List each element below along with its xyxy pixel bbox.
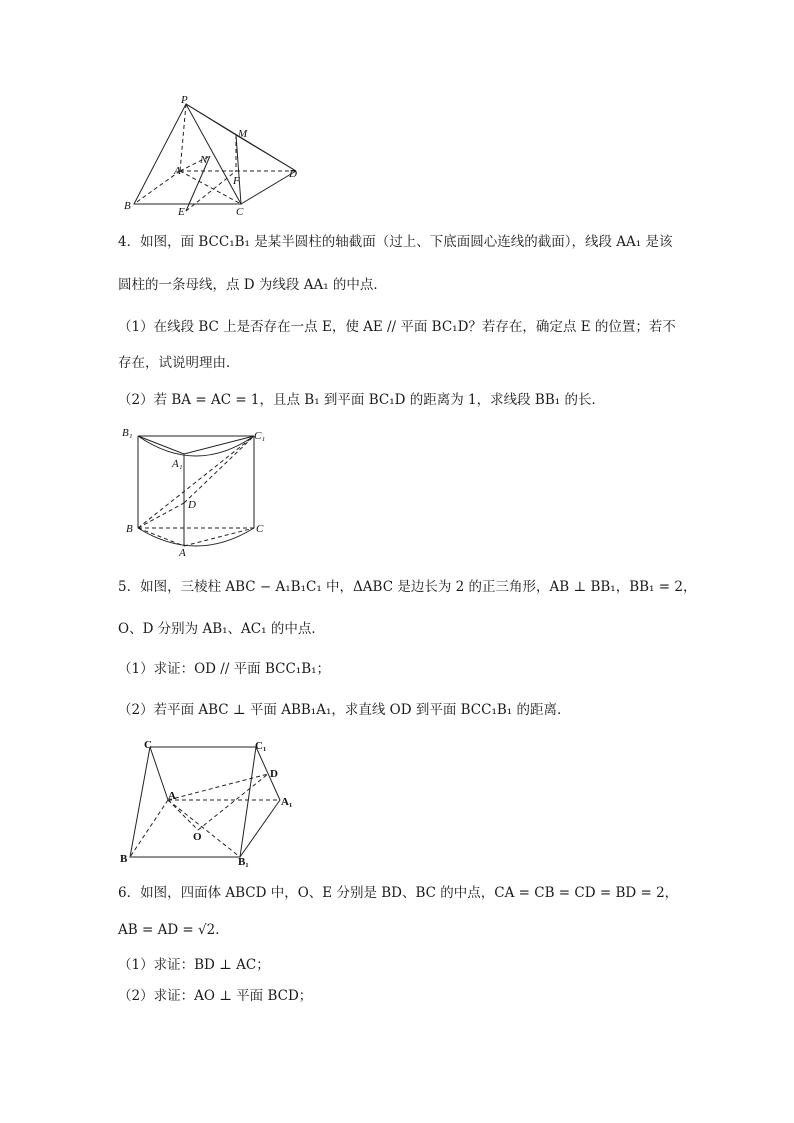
label-P: P	[181, 95, 188, 106]
label-C1: C₁	[255, 740, 267, 752]
q5-line-3: （1）求证：OD // 平面 BCC₁B₁；	[118, 661, 331, 677]
label-A: A	[168, 790, 176, 802]
q4-line-5: （2）若 BA = AC = 1，且点 B₁ 到平面 BC₁D 的距离为 1，求线段 BB₁ 的长．	[118, 392, 605, 408]
label-D: D	[188, 499, 196, 511]
label-D: D	[270, 768, 278, 780]
label-M: M	[238, 128, 248, 140]
label-B: B	[126, 523, 133, 535]
q6-line-4: （2）求证：AO ⊥ 平面 BCD；	[118, 988, 313, 1004]
label-E: E	[178, 206, 185, 218]
label-A: A	[179, 547, 186, 559]
figure-half-cylinder	[118, 424, 278, 559]
q5-line-4: （2）若平面 ABC ⊥ 平面 ABB₁A₁，求直线 OD 到平面 BCC₁B₁ 的距离．	[118, 702, 571, 718]
q4-line-4: 存在，试说明理由．	[118, 355, 240, 371]
figure-pyramid	[118, 95, 318, 220]
label-C: C	[236, 206, 244, 218]
q6-line-3: （1）求证：BD ⊥ AC；	[118, 957, 270, 973]
label-B: B	[124, 200, 131, 212]
q4-line-2: 圆柱的一条母线，点 D 为线段 AA₁ 的中点．	[118, 277, 387, 293]
q4-line-3: （1）在线段 BC 上是否存在一点 E，使 AE // 平面 BC₁D？若存在，确定点 E 的位置；若不	[118, 319, 676, 335]
label-B1: B₁	[122, 427, 133, 439]
label-C: C	[144, 739, 152, 751]
label-A1: A₁	[281, 796, 293, 808]
q6-line-1: 6．如图，四面体 ABCD 中，O、E 分别是 BD、BC 的中点，CA = CB = CD = BD = 2，	[118, 885, 679, 901]
q5-line-1: 5．如图，三棱柱 ABC − A₁B₁C₁ 中，ΔABC 是边长为 2 的正三角形，AB ⊥ BB₁，BB₁ = 2，	[118, 579, 697, 595]
label-B: B	[120, 853, 128, 865]
figure-prism	[118, 735, 298, 870]
label-O: O	[193, 831, 202, 843]
label-F: F	[233, 175, 240, 187]
q5-line-2: O、D 分别为 AB₁、AC₁ 的中点．	[118, 621, 325, 637]
label-C1: C₁	[254, 430, 266, 442]
q4-line-1: 4．如图，面 BCC₁B₁ 是某半圆柱的轴截面（过上、下底面圆心连线的截面），线段 AA₁ 是该	[118, 234, 673, 250]
label-A1: A₁	[172, 458, 183, 470]
label-C: C	[256, 523, 264, 535]
label-B1: B₁	[238, 856, 249, 868]
q6-line-2: AB = AD = √2．	[118, 922, 229, 938]
label-N: N	[200, 154, 208, 166]
label-D: D	[289, 168, 297, 180]
label-A: A	[174, 165, 181, 177]
